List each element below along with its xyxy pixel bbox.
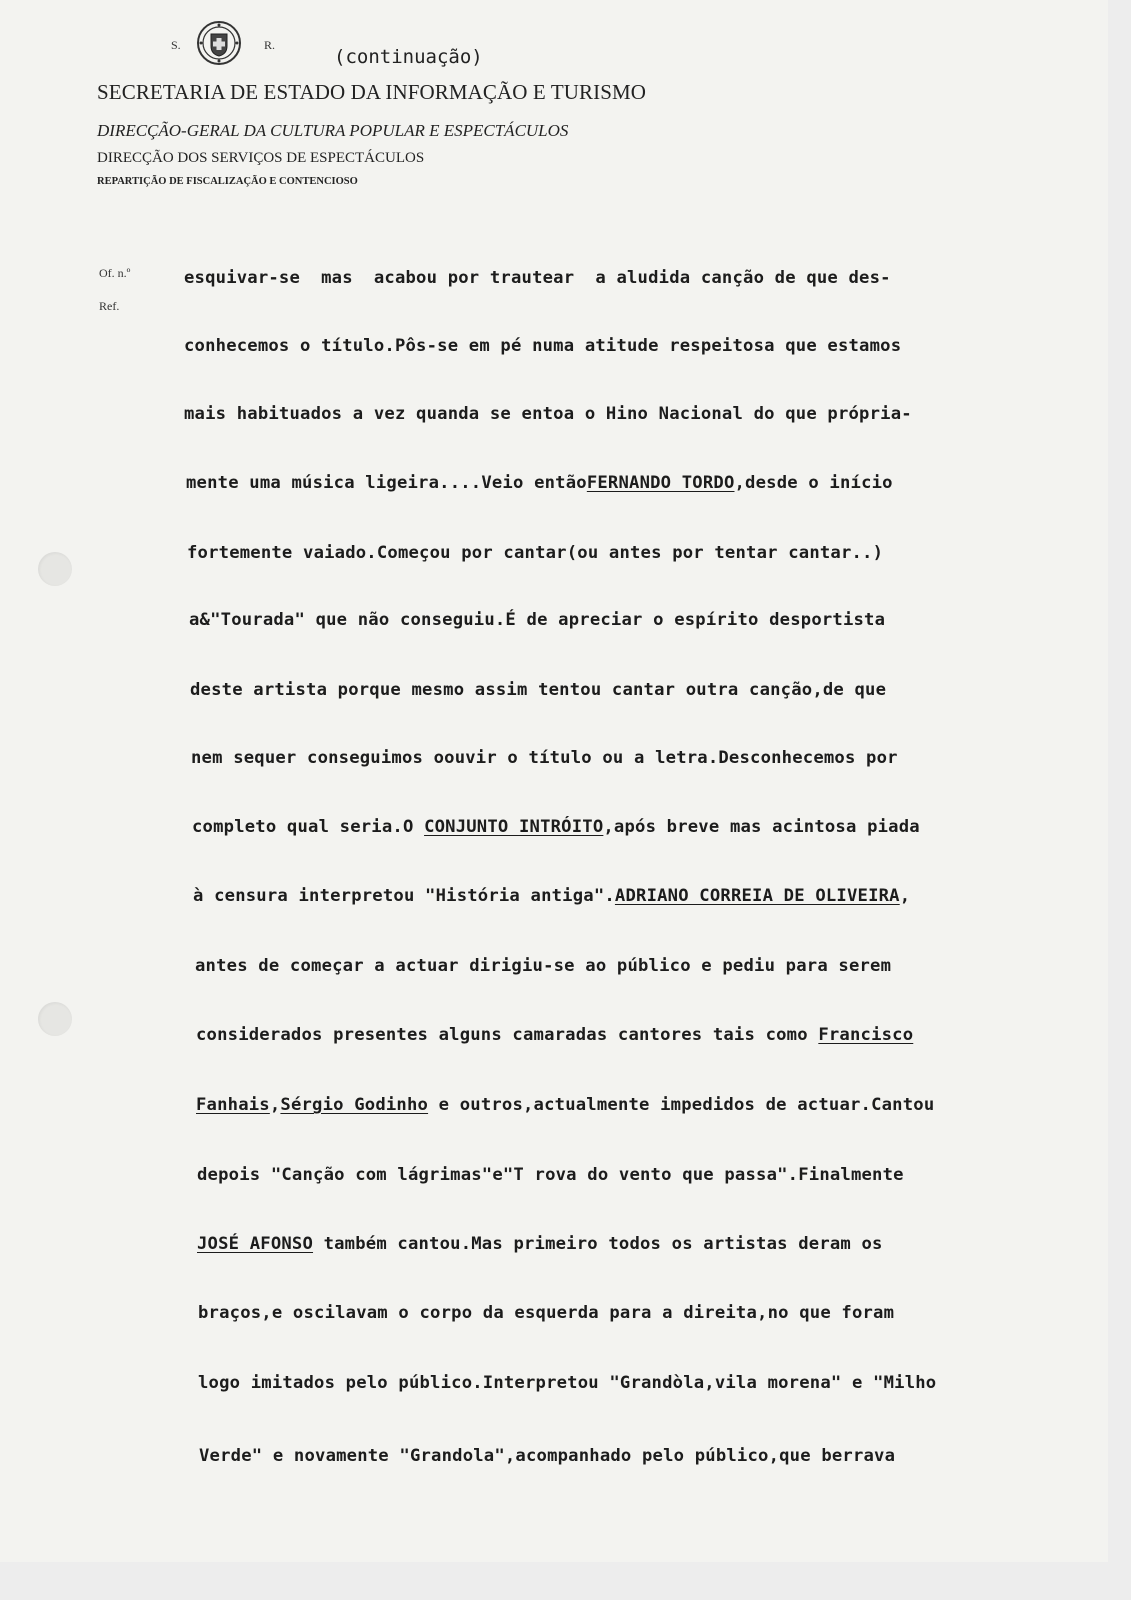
punch-hole-bottom bbox=[38, 1002, 72, 1036]
body-line bbox=[189, 610, 885, 630]
body-line bbox=[190, 680, 886, 700]
body-line bbox=[184, 268, 891, 288]
underlined-name: JOSÉ AFONSO bbox=[197, 1234, 314, 1254]
body-line bbox=[191, 748, 898, 768]
body-line bbox=[186, 473, 893, 493]
body-line bbox=[184, 404, 912, 424]
body-line bbox=[187, 543, 883, 563]
body-line bbox=[192, 817, 920, 837]
reference-label: Ref. bbox=[99, 299, 120, 313]
underlined-name: Francisco bbox=[818, 1025, 914, 1045]
ministry-heading: SECRETARIA DE ESTADO DA INFORMAÇÃO E TURISMO bbox=[97, 80, 647, 104]
underlined-name: CONJUNTO INTRÓITO bbox=[424, 817, 604, 837]
line-text: mais habituados a vez quanda se entoa o Hino Nacional do que própria- bbox=[184, 404, 912, 424]
s-mark: S. bbox=[171, 38, 181, 52]
line-text: ,após breve mas acintosa piada bbox=[603, 817, 920, 837]
line-text: considerados presentes alguns camaradas cantores tais como bbox=[196, 1025, 819, 1045]
line-text: completo qual seria.O bbox=[192, 817, 425, 837]
body-line bbox=[197, 1165, 904, 1185]
line-text: e outros,actualmente impedidos de actuar.Cantou bbox=[428, 1095, 935, 1115]
body-line bbox=[184, 336, 901, 356]
directorate-general-heading: DIRECÇÃO-GERAL DA CULTURA POPULAR E ESPECTÁCULOS bbox=[97, 121, 569, 140]
line-text: antes de começar a actuar dirigiu-se ao público e pediu para serem bbox=[195, 956, 892, 976]
coat-of-arms-icon bbox=[196, 20, 242, 66]
line-text: mente uma música ligeira....Veio então bbox=[186, 473, 587, 493]
line-text: deste artista porque mesmo assim tentou cantar outra canção,de que bbox=[190, 680, 887, 700]
body-line bbox=[196, 1025, 913, 1045]
directorate-heading: DIRECÇÃO DOS SERVIÇOS DE ESPECTÁCULOS bbox=[97, 150, 425, 166]
line-text: a&"Tourada" que não conseguiu.É de apreciar o espírito desportista bbox=[189, 610, 886, 630]
line-text: depois "Canção com lágrimas"e"T rova do vento que passa".Finalmente bbox=[197, 1165, 904, 1185]
line-text: braços,e oscilavam o corpo da esquerda para a direita,no que foram bbox=[198, 1303, 895, 1323]
line-text: logo imitados pelo público.Interpretou "Grandòla,vila morena" e "Milho bbox=[198, 1373, 937, 1393]
line-text: , bbox=[899, 886, 911, 906]
line-text: também cantou.Mas primeiro todos os artistas deram os bbox=[313, 1234, 883, 1254]
body-line bbox=[198, 1303, 894, 1323]
punch-hole-top bbox=[38, 552, 72, 586]
continuation-label: (continuação) bbox=[334, 46, 483, 68]
body-line bbox=[196, 1095, 934, 1115]
body-line bbox=[198, 1373, 936, 1393]
line-text: ,desde o início bbox=[734, 473, 893, 493]
line-text: fortemente vaiado.Começou por cantar(ou antes por tentar cantar..) bbox=[187, 543, 884, 563]
body-line bbox=[199, 1446, 895, 1466]
line-text: Verde" e novamente "Grandola",acompanhado pelo público,que berrava bbox=[199, 1446, 896, 1466]
line-text: , bbox=[269, 1095, 281, 1115]
line-text: nem sequer conseguimos oouvir o título ou a letra.Desconhecemos por bbox=[191, 748, 898, 768]
office-number-label: Of. n.º bbox=[99, 266, 131, 280]
underlined-name: Sérgio Godinho bbox=[280, 1095, 429, 1115]
r-mark: R. bbox=[264, 38, 276, 52]
line-text: esquivar-se mas acabou por trautear a aludida canção de que des- bbox=[184, 268, 891, 288]
body-line bbox=[197, 1234, 883, 1254]
underlined-name: ADRIANO CORREIA DE OLIVEIRA bbox=[614, 886, 900, 906]
underlined-name: FERNANDO TORDO bbox=[586, 473, 735, 493]
body-line bbox=[195, 956, 891, 976]
body-line bbox=[193, 886, 910, 906]
line-text: à censura interpretou "História antiga". bbox=[193, 886, 615, 906]
department-heading: REPARTIÇÃO DE FISCALIZAÇÃO E CONTENCIOSO bbox=[97, 176, 358, 187]
underlined-name: Fanhais bbox=[196, 1095, 270, 1115]
line-text: conhecemos o título.Pôs-se em pé numa atitude respeitosa que estamos bbox=[184, 336, 902, 356]
